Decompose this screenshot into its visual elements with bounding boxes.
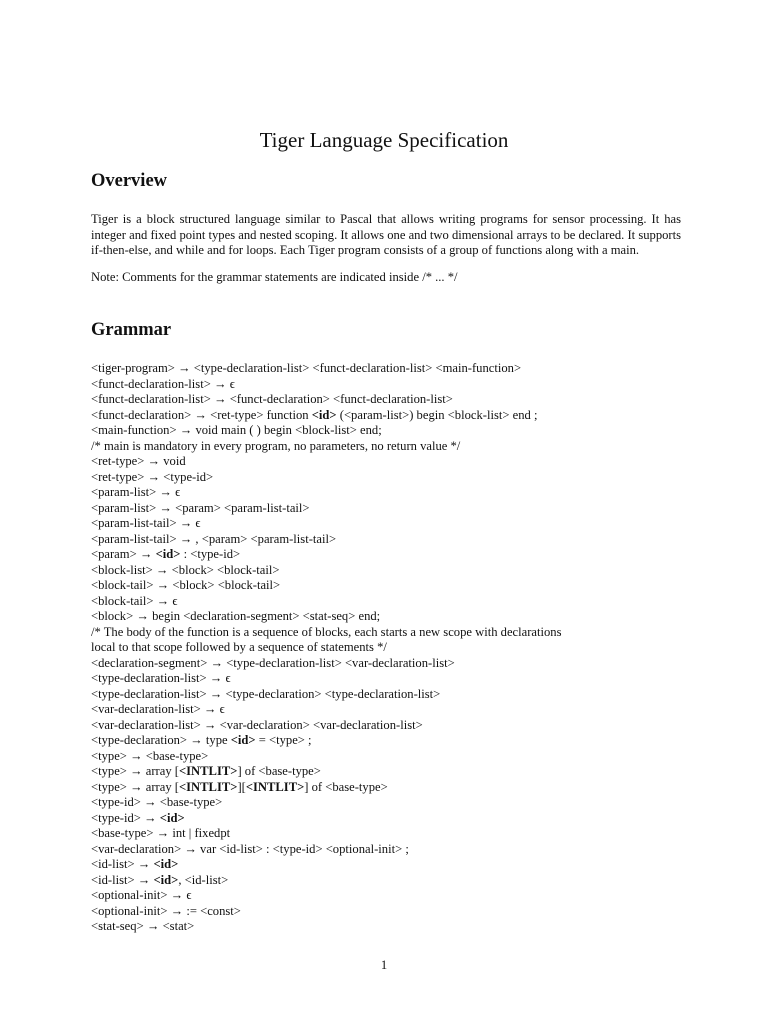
grammar-token-bold: <id> bbox=[159, 810, 185, 825]
grammar-text: <var-declaration> → var <id-list> : <type-id> <optional-init> ; bbox=[91, 841, 409, 856]
grammar-text: <funct-declaration-list> → ϵ bbox=[91, 376, 235, 391]
grammar-text: <type-declaration-list> → <type-declaration> <type-declaration-list> bbox=[91, 686, 441, 701]
grammar-rule bbox=[91, 687, 691, 703]
grammar-rule-list bbox=[91, 361, 691, 935]
grammar-text: <type-declaration-list> → ϵ bbox=[91, 671, 231, 685]
grammar-text: <funct-declaration-list> → <funct-declaration> <funct-declaration-list> bbox=[91, 392, 453, 406]
grammar-rule bbox=[91, 919, 691, 935]
grammar-token-bold: <id> bbox=[153, 857, 179, 871]
grammar-rule bbox=[91, 578, 691, 594]
grammar-rule bbox=[91, 625, 691, 641]
grammar-text: <declaration-segment> → <type-declaration-list> <var-declaration-list> bbox=[91, 655, 455, 670]
grammar-rule bbox=[91, 470, 691, 486]
grammar-rule bbox=[91, 733, 691, 749]
grammar-rule bbox=[91, 563, 691, 579]
grammar-rule bbox=[91, 764, 691, 780]
grammar-rule bbox=[91, 485, 691, 501]
grammar-text: <block-list> → <block> <block-tail> bbox=[91, 562, 280, 577]
overview-paragraph: Tiger is a block structured language similar to Pascal that allows writing programs for sensor processing. It has integer and fixed point types and nested scoping. It allows one and two dimensional arrays to be declared. It supports if-then-else, and while and for loops. Each Tiger program consists of a group of functions along with a main. bbox=[91, 212, 682, 257]
grammar-text: <param-list-tail> → ϵ bbox=[91, 516, 201, 530]
grammar-text: <type-declaration> → type bbox=[91, 733, 231, 747]
grammar-text: <param-list> → ϵ bbox=[91, 485, 181, 499]
grammar-rule bbox=[91, 702, 691, 718]
document-title: Tiger Language Specification bbox=[259, 128, 509, 152]
grammar-rule bbox=[91, 888, 691, 904]
grammar-rule bbox=[91, 361, 691, 377]
grammar-rule bbox=[91, 826, 691, 842]
grammar-token-bold: <INTLIT> bbox=[178, 779, 238, 794]
overview-note: Note: Comments for the grammar statements are indicated inside /* ... */ bbox=[91, 270, 458, 284]
grammar-token-bold: <id> bbox=[153, 872, 179, 887]
grammar-text: ] of <base-type> bbox=[304, 779, 388, 794]
grammar-rule bbox=[91, 842, 691, 858]
grammar-text: <var-declaration-list> → <var-declaration> <var-declaration-list> bbox=[91, 717, 423, 732]
grammar-token-bold: <id> bbox=[230, 733, 256, 747]
grammar-rule bbox=[91, 640, 691, 656]
grammar-rule bbox=[91, 423, 691, 439]
grammar-text: <optional-init> → := <const> bbox=[91, 903, 241, 918]
grammar-text: <type> → array [ bbox=[91, 764, 179, 778]
grammar-text: : <type-id> bbox=[180, 547, 241, 561]
grammar-text: <main-function> → void main ( ) begin <block-list> end; bbox=[91, 423, 382, 437]
grammar-rule bbox=[91, 749, 691, 765]
grammar-text: <type> → array [ bbox=[91, 779, 179, 794]
grammar-text: <param-list> → <param> <param-list-tail> bbox=[91, 500, 310, 515]
grammar-rule bbox=[91, 904, 691, 920]
grammar-rule bbox=[91, 392, 691, 408]
grammar-text: <type-id> → <base-type> bbox=[91, 795, 223, 809]
grammar-rule bbox=[91, 408, 691, 424]
grammar-text: <base-type> → int | fixedpt bbox=[91, 826, 231, 840]
grammar-text: <tiger-program> → <type-declaration-list> <funct-declaration-list> <main-function> bbox=[91, 361, 522, 375]
grammar-text: <param> → bbox=[91, 547, 156, 561]
grammar-rule bbox=[91, 795, 691, 811]
grammar-text: <funct-declaration> → <ret-type> function bbox=[91, 407, 312, 422]
grammar-text: <block-tail> → <block> <block-tail> bbox=[91, 578, 281, 592]
overview-heading: Overview bbox=[91, 171, 168, 191]
grammar-text: <id-list> → bbox=[91, 857, 154, 871]
grammar-heading: Grammar bbox=[91, 320, 172, 340]
grammar-rule bbox=[91, 501, 691, 517]
grammar-rule bbox=[91, 873, 691, 889]
grammar-rule bbox=[91, 609, 691, 625]
grammar-rule bbox=[91, 780, 691, 796]
grammar-rule bbox=[91, 377, 691, 393]
grammar-text: /* main is mandatory in every program, no parameters, no return value */ bbox=[91, 438, 461, 453]
grammar-text: <type-id> → bbox=[91, 810, 160, 825]
grammar-text: local to that scope followed by a sequence of statements */ bbox=[91, 640, 387, 654]
grammar-token-bold: <id> bbox=[155, 547, 181, 561]
grammar-rule bbox=[91, 656, 691, 672]
grammar-text: <stat-seq> → <stat> bbox=[91, 919, 195, 933]
grammar-rule bbox=[91, 671, 691, 687]
grammar-text: /* The body of the function is a sequence of blocks, each starts a new scope with declarations bbox=[91, 624, 562, 639]
grammar-rule bbox=[91, 547, 691, 563]
grammar-text: (<param-list>) begin <block-list> end ; bbox=[336, 407, 538, 422]
grammar-rule bbox=[91, 594, 691, 610]
grammar-text: <ret-type> → void bbox=[91, 454, 186, 468]
grammar-text: = <type> ; bbox=[255, 733, 312, 747]
grammar-text: <block-tail> → ϵ bbox=[91, 593, 178, 608]
grammar-text: <ret-type> → <type-id> bbox=[91, 469, 214, 484]
grammar-text: ][ bbox=[237, 779, 246, 794]
grammar-token-bold: <INTLIT> bbox=[178, 764, 238, 778]
grammar-rule bbox=[91, 811, 691, 827]
grammar-text: , <id-list> bbox=[178, 872, 229, 887]
grammar-text: ] of <base-type> bbox=[237, 764, 321, 778]
grammar-text: <type> → <base-type> bbox=[91, 748, 209, 763]
grammar-text: <block> → begin <declaration-segment> <stat-seq> end; bbox=[91, 609, 381, 623]
grammar-text: <optional-init> → ϵ bbox=[91, 888, 192, 902]
grammar-rule bbox=[91, 516, 691, 532]
grammar-text: <param-list-tail> → , <param> <param-list-tail> bbox=[91, 531, 337, 546]
grammar-rule bbox=[91, 439, 691, 455]
grammar-rule bbox=[91, 532, 691, 548]
grammar-token-bold: <id> bbox=[311, 407, 337, 422]
grammar-rule bbox=[91, 454, 691, 470]
grammar-token-bold: <INTLIT> bbox=[245, 779, 305, 794]
page-number: 1 bbox=[380, 958, 388, 972]
grammar-rule bbox=[91, 857, 691, 873]
grammar-rule bbox=[91, 718, 691, 734]
grammar-text: <var-declaration-list> → ϵ bbox=[91, 702, 225, 716]
grammar-text: <id-list> → bbox=[91, 872, 154, 887]
